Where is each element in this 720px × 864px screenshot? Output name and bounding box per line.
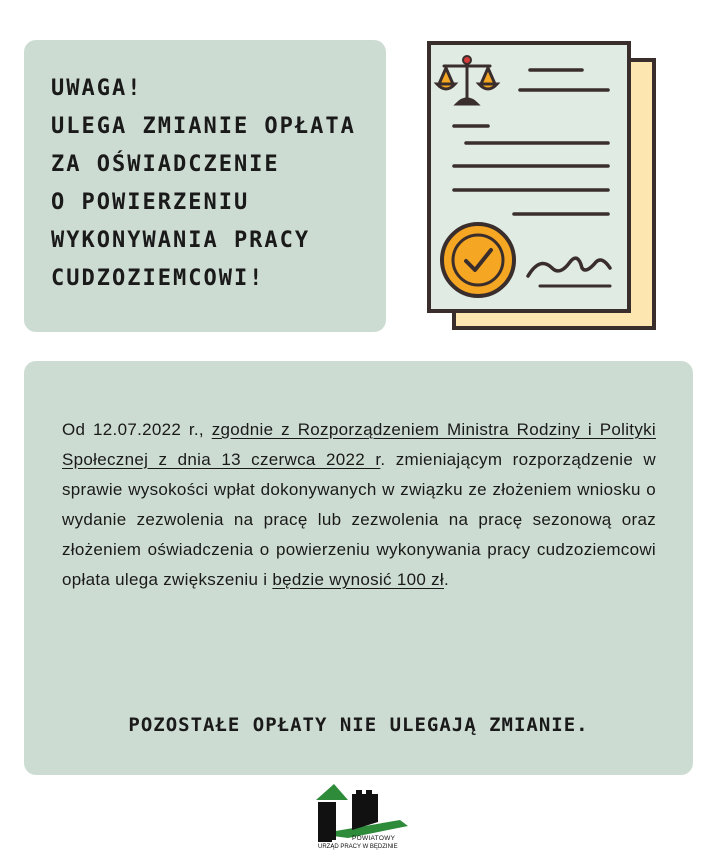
heading-line: ZA OŚWIADCZENIE	[51, 152, 280, 177]
seal-check-icon	[442, 224, 514, 296]
paragraph-middle: . zmieniającym rozporządzenie w sprawie wysokości wpłat dokonywanych w związku ze złożeniem wniosku o wydanie zezwolenia na pracę lub zezwolenia na pracę sezonową oraz złożeniem oświadczenia o powierzeniu wykonywania pracy cudzoziemcowi opłata ulega zwiększeniu i	[62, 450, 656, 589]
regulation-link[interactable]: zgodnie z Rozporządzeniem Ministra Rodziny i Polityki Społecznej z dnia 13 czerwca 2022 r	[62, 420, 656, 469]
heading-panel	[24, 40, 386, 332]
heading-line: WYKONYWANIA PRACY	[51, 228, 311, 253]
page-heading	[51, 70, 381, 298]
heading-line: CUDZOZIEMCOWI!	[51, 266, 265, 291]
paragraph-start: Od 12.07.2022 r.,	[62, 420, 212, 439]
heading-line: UWAGA!	[51, 76, 143, 101]
logo-text-line2: URZĄD PRACY W BĘDZINIE	[318, 844, 398, 850]
info-panel	[24, 361, 693, 775]
paragraph-end: .	[444, 570, 450, 589]
heading-line: ULEGA ZMIANIE OPŁATA	[51, 114, 356, 139]
closing-statement: POZOSTAŁE OPŁATY NIE ULEGAJĄ ZMIANIE.	[128, 714, 589, 736]
logo-base	[318, 836, 332, 842]
fee-amount: będzie wynosić 100 zł	[272, 570, 445, 589]
document-icon	[420, 36, 670, 336]
scales-dot	[463, 56, 471, 64]
logo-green-wedge	[316, 784, 348, 800]
info-paragraph	[62, 415, 656, 595]
logo-tower-left	[318, 802, 336, 840]
logo-text-line1: POWIATOWY	[352, 835, 396, 842]
heading-line: O POWIERZENIU	[51, 190, 250, 215]
logo-tower-right	[352, 790, 378, 830]
